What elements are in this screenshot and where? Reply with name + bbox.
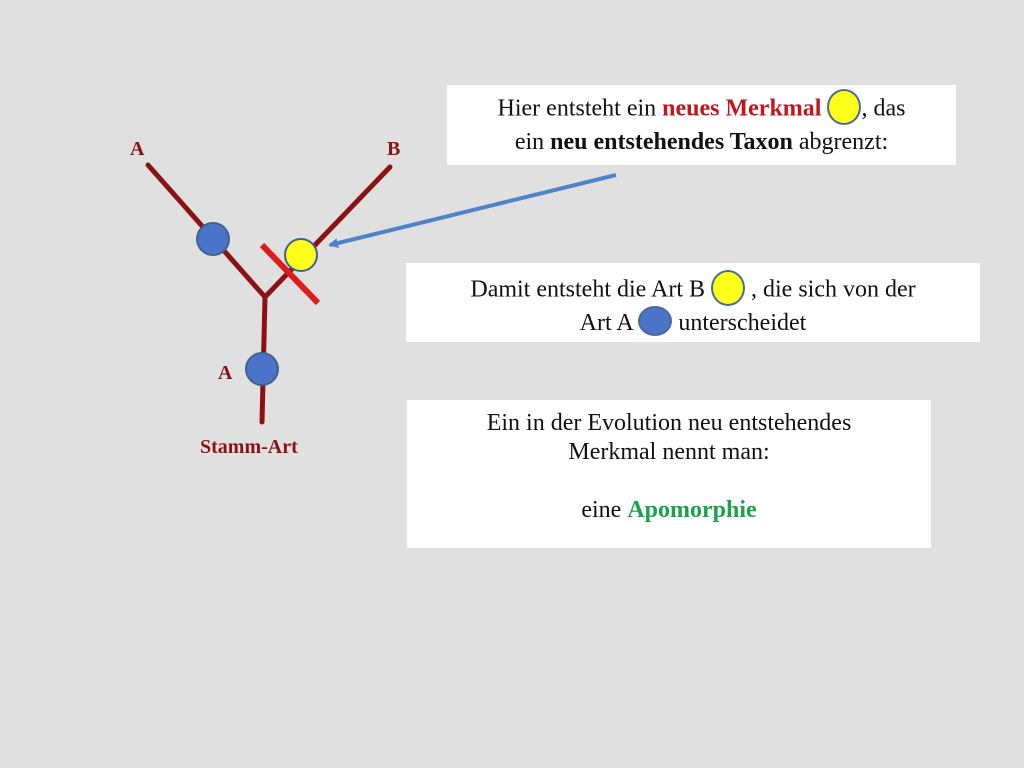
- blue-character-circle-stem: [246, 353, 278, 385]
- box3-line3: eine Apomorphie: [581, 497, 757, 523]
- box2-line1: Damit entsteht die Art B , die sich von der: [406, 273, 980, 309]
- label-a-root: A: [218, 362, 233, 384]
- blue-character-circle-branch-a: [197, 223, 229, 255]
- new-taxon-highlight: neu entstehendes Taxon: [550, 129, 793, 155]
- box3-line1: Ein in der Evolution neu entstehendes: [486, 410, 852, 436]
- yellow-character-circle-branch-b: [285, 239, 317, 271]
- apomorphy-term: Apomorphie: [627, 497, 757, 523]
- new-character-highlight: neues Merkmal: [662, 95, 822, 122]
- yellow-circle-icon: [711, 270, 745, 306]
- box1-line2: ein neu entstehendes Taxon abgrenzt:: [514, 129, 889, 155]
- blue-circle-icon: [638, 306, 672, 336]
- yellow-circle-icon: [827, 89, 861, 125]
- label-b-top: B: [387, 138, 401, 160]
- new-character-textbox: [447, 85, 956, 165]
- box2-line2: Art A unterscheidet: [406, 309, 980, 339]
- label-a-top: A: [130, 138, 145, 160]
- apomorphy-definition-textbox: [407, 400, 931, 548]
- box1-line1: Hier entsteht ein neues Merkmal , das: [447, 92, 956, 128]
- species-b-textbox: [406, 263, 980, 342]
- box3-line2: Merkmal nennt man:: [568, 439, 770, 465]
- label-stem-species: Stamm-Art: [200, 436, 298, 458]
- branch-b: [265, 167, 390, 297]
